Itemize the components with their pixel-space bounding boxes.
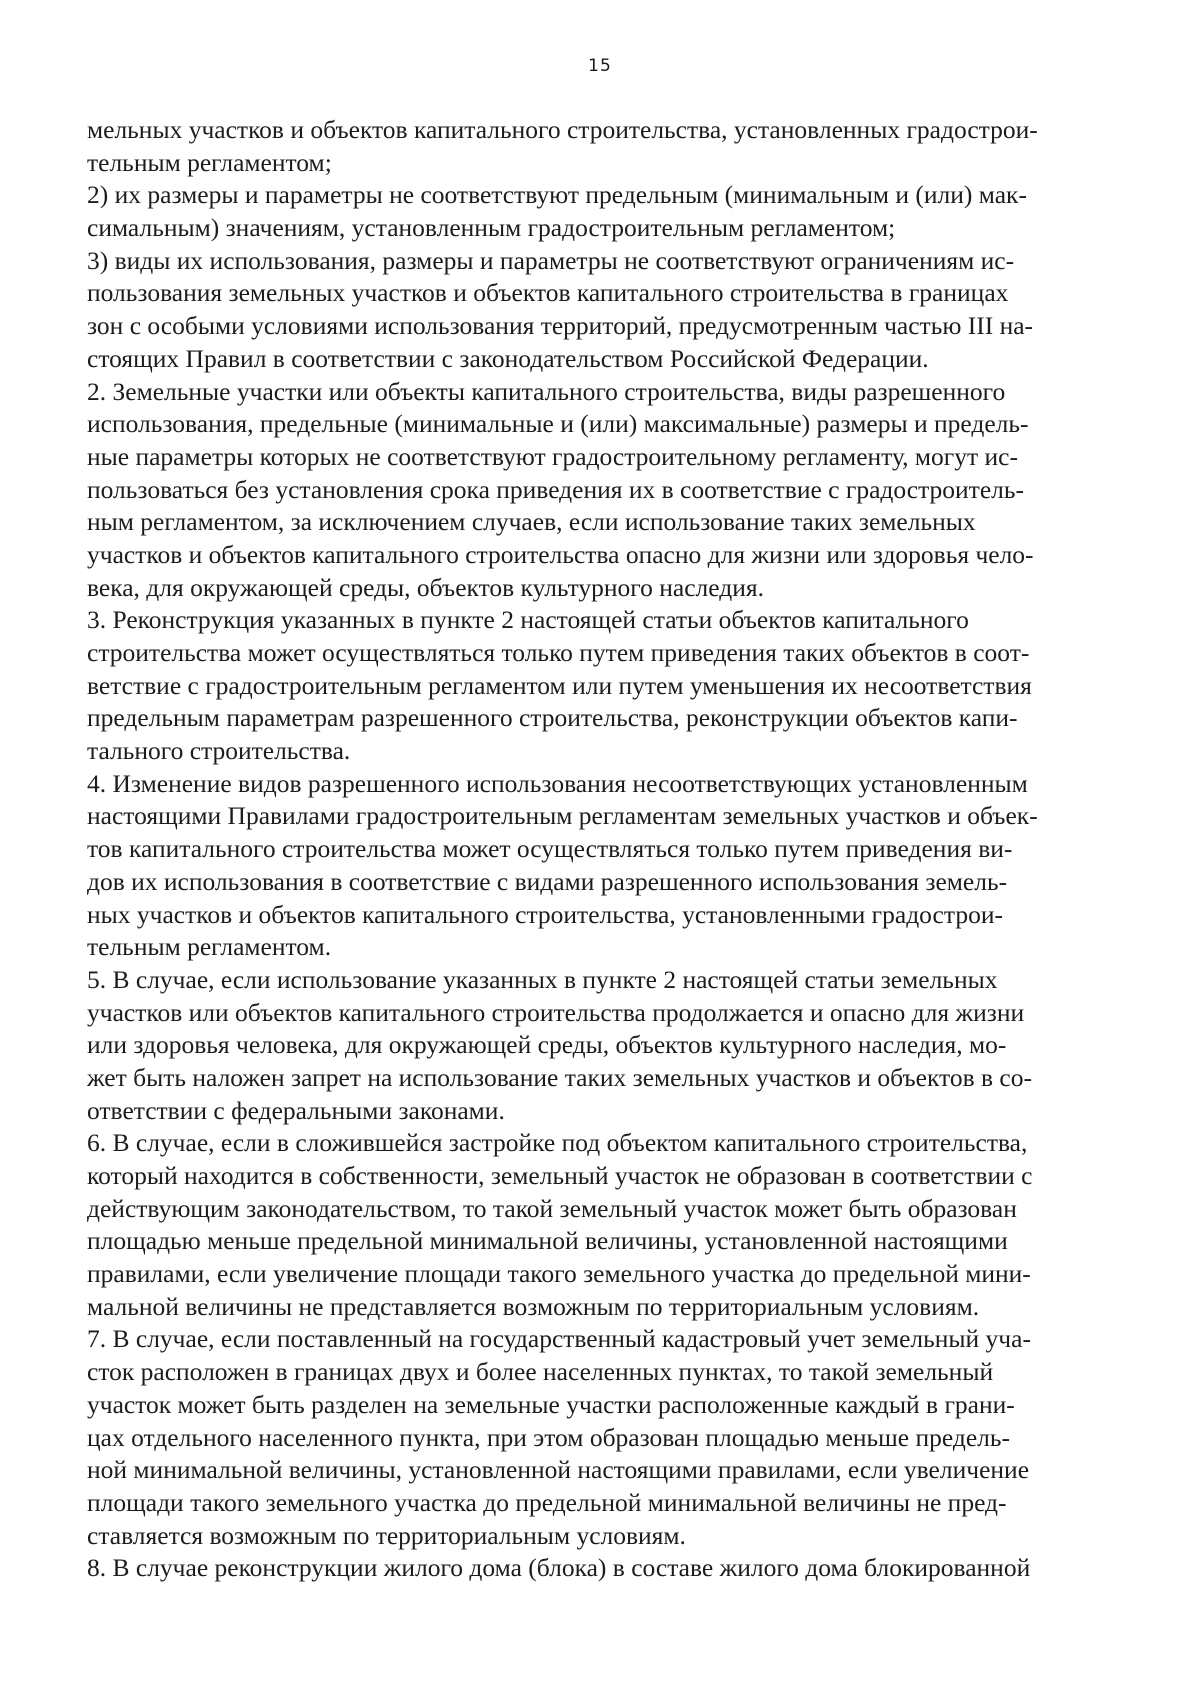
text-line: ветствие с градостроительным регламентом или путем уменьшения их несоответствия [87,670,1032,700]
text-line: участков или объектов капитального строительства продолжается и опасно для жизни [87,997,1025,1027]
text-line: тельным регламентом. [87,932,332,962]
text-line: площади такого земельного участка до предельной минимальной величины не пред- [87,1487,1007,1517]
text-line: дов их использования в соответствие с видами разрешенного использования земель- [87,866,1008,896]
text-line: правилами, если увеличение площади такого земельного участка до предельной мини- [87,1259,1031,1289]
text-line: тельным регламентом; [87,147,332,177]
text-line: предельным параметрам разрешенного строительства, реконструкции объектов капи- [87,703,1018,733]
text-line: мальной величины не представляется возможным по территориальным условиям. [87,1291,980,1321]
text-line: или здоровья человека, для окружающей среды, объектов культурного наследия, мо- [87,1030,1007,1060]
text-line: площадью меньше предельной минимальной величины, установленной настоящими [87,1226,1008,1256]
text-line: сток расположен в границах двух и более населенных пунктах, то такой земельный [87,1357,994,1387]
text-line: 7. В случае, если поставленный на государственный кадастровый учет земельный уча- [87,1324,1031,1354]
text-line: строительства может осуществляться только путем приведения таких объектов в соот- [87,638,1030,667]
text-line: пользоваться без установления срока приведения их в соответствие с градостроитель- [87,474,1024,504]
text-line: стоящих Правил в соответствии с законодательством Российской Федерации. [87,343,929,373]
page-number: 15 [588,56,612,76]
text-line: 6. В случае, если в сложившейся застройке под объектом капитального строительства, [87,1128,1028,1158]
text-line: тального строительства. [87,736,351,766]
text-line: действующим законодательством, то такой земельный участок может быть образован [87,1193,1017,1223]
text-line: цах отдельного населенного пункта, при этом образован площадью меньше предель- [87,1422,1011,1452]
text-line: участков и объектов капитального строительства опасно для жизни или здоровья чело- [87,539,1034,569]
text-line: 5. В случае, если использование указанных в пункте 2 настоящей статьи земельных [87,964,998,994]
text-line: пользования земельных участков и объектов капитального строительства в границах [87,278,1009,308]
text-line: участок может быть разделен на земельные участки расположенные каждый в грани- [87,1389,1015,1419]
text-line: жет быть наложен запрет на использование таких земельных участков и объектов в со- [87,1062,1032,1092]
text-line: 3. Реконструкция указанных в пункте 2 настоящей статьи объектов капитального [87,605,969,635]
text-line: мельных участков и объектов капитального строительства, установленных градострои- [87,115,1038,144]
text-line: ответствии с федеральными законами. [87,1095,505,1125]
text-line: настоящими Правилами градостроительным регламентам земельных участков и объек- [87,801,1038,831]
text-line: который находится в собственности, земельный участок не образован в соответствии с [87,1161,1033,1190]
text-line: 8. В случае реконструкции жилого дома (блока) в составе жилого дома блокированной [87,1553,1031,1583]
text-line: ные параметры которых не соответствуют градостроительному регламенту, могут ис- [87,441,1018,471]
text-line: симальным) значениям, установленным градостроительным регламентом; [87,213,896,243]
text-line: зон с особыми условиями использования территорий, предусмотренным частью III на- [87,311,1034,341]
text-line: 3) виды их использования, размеры и параметры не соответствуют ограничениям ис- [87,245,1015,275]
document-body [87,114,1147,1585]
text-line: ным регламентом, за исключением случаев, если использование таких земельных [87,507,976,537]
text-line: 2. Земельные участки или объекты капитального строительства, виды разрешенного [87,376,1006,406]
text-line: ставляется возможным по территориальным условиям. [87,1520,686,1550]
text-line: века, для окружающей среды, объектов культурного наследия. [87,572,764,602]
text-line: использования, предельные (минимальные и (или) максимальные) размеры и предель- [87,409,1029,439]
text-line: ных участков и объектов капитального строительства, установленными градострои- [87,899,1003,929]
text-line: 4. Изменение видов разрешенного использования несоответствующих установленным [87,768,1028,798]
text-line: тов капитального строительства может осуществляться только путем приведения ви- [87,834,1013,864]
text-line: 2) их размеры и параметры не соответствуют предельным (минимальным и (или) мак- [87,180,1027,210]
text-line: ной минимальной величины, установленной настоящими правилами, если увеличение [87,1455,1030,1485]
